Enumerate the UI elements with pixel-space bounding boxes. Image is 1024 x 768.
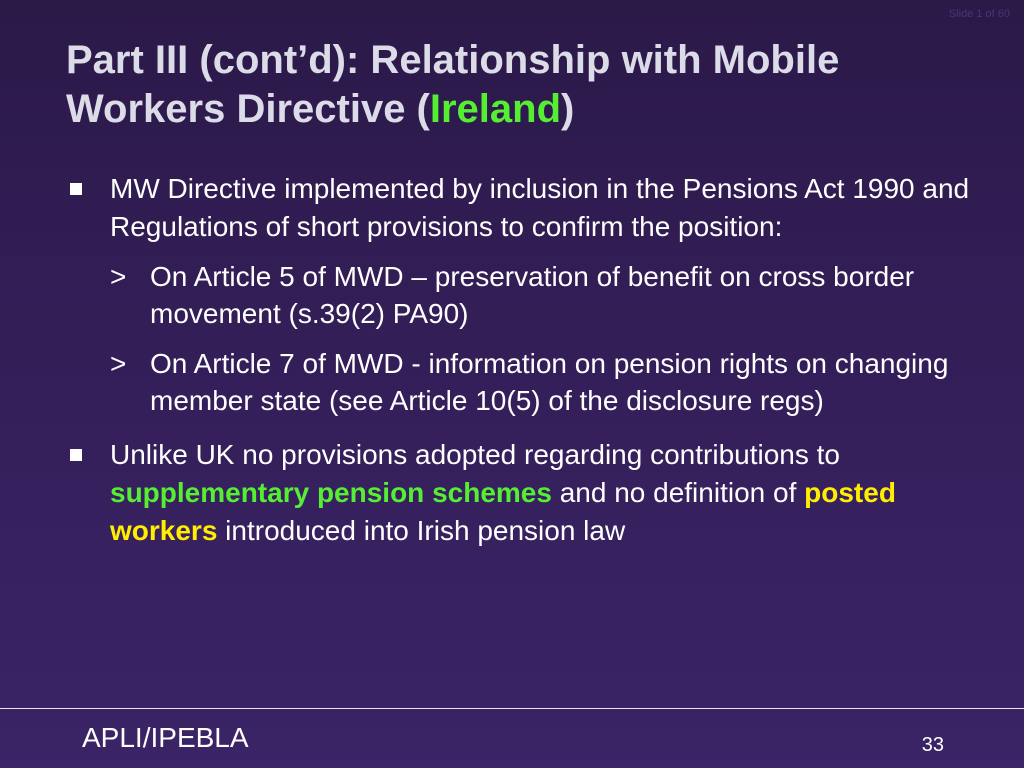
highlight-posted-workers: posted workers xyxy=(110,477,896,546)
footer-organization: APLI/IPEBLA xyxy=(82,722,249,753)
slide-title xyxy=(66,36,986,134)
slide-number: 33 xyxy=(921,734,944,756)
sub-item-text: On Article 7 of MWD - information on pension rights on changing member state (see Article 10(5) of the disclosure regs) xyxy=(150,348,949,416)
footer-divider xyxy=(0,708,1024,709)
bullet-item-1 xyxy=(68,170,998,246)
slide-body xyxy=(68,170,998,550)
sub-item-1 xyxy=(68,258,998,332)
bullet-text: introduced into Irish pension law xyxy=(217,515,626,546)
chevron-right-icon: > xyxy=(110,348,127,379)
sub-item-2 xyxy=(68,345,998,419)
title-text: Part III (cont’d): Relationship with Mobile Workers Directive ( xyxy=(66,38,840,131)
bullet-text: and no definition of xyxy=(551,477,805,508)
bullet-item-2 xyxy=(68,436,998,550)
title-text-end: ) xyxy=(561,87,575,131)
slide-watermark: Slide 1 of 60 xyxy=(948,8,1010,20)
square-bullet-icon xyxy=(70,183,82,195)
square-bullet-icon xyxy=(70,449,82,461)
sub-item-text: On Article 5 of MWD – preservation of benefit on cross border movement (s.39(2) PA90) xyxy=(150,261,915,329)
bullet-text: Unlike UK no provisions adopted regarding contributions to xyxy=(110,439,840,470)
highlight-supplementary-pension-schemes: supplementary pension schemes xyxy=(110,477,552,508)
bullet-text: MW Directive implemented by inclusion in the Pensions Act 1990 and Regulations of short provisions to confirm the position: xyxy=(110,173,970,242)
chevron-right-icon: > xyxy=(110,261,127,292)
title-highlight-ireland: Ireland xyxy=(429,87,562,131)
